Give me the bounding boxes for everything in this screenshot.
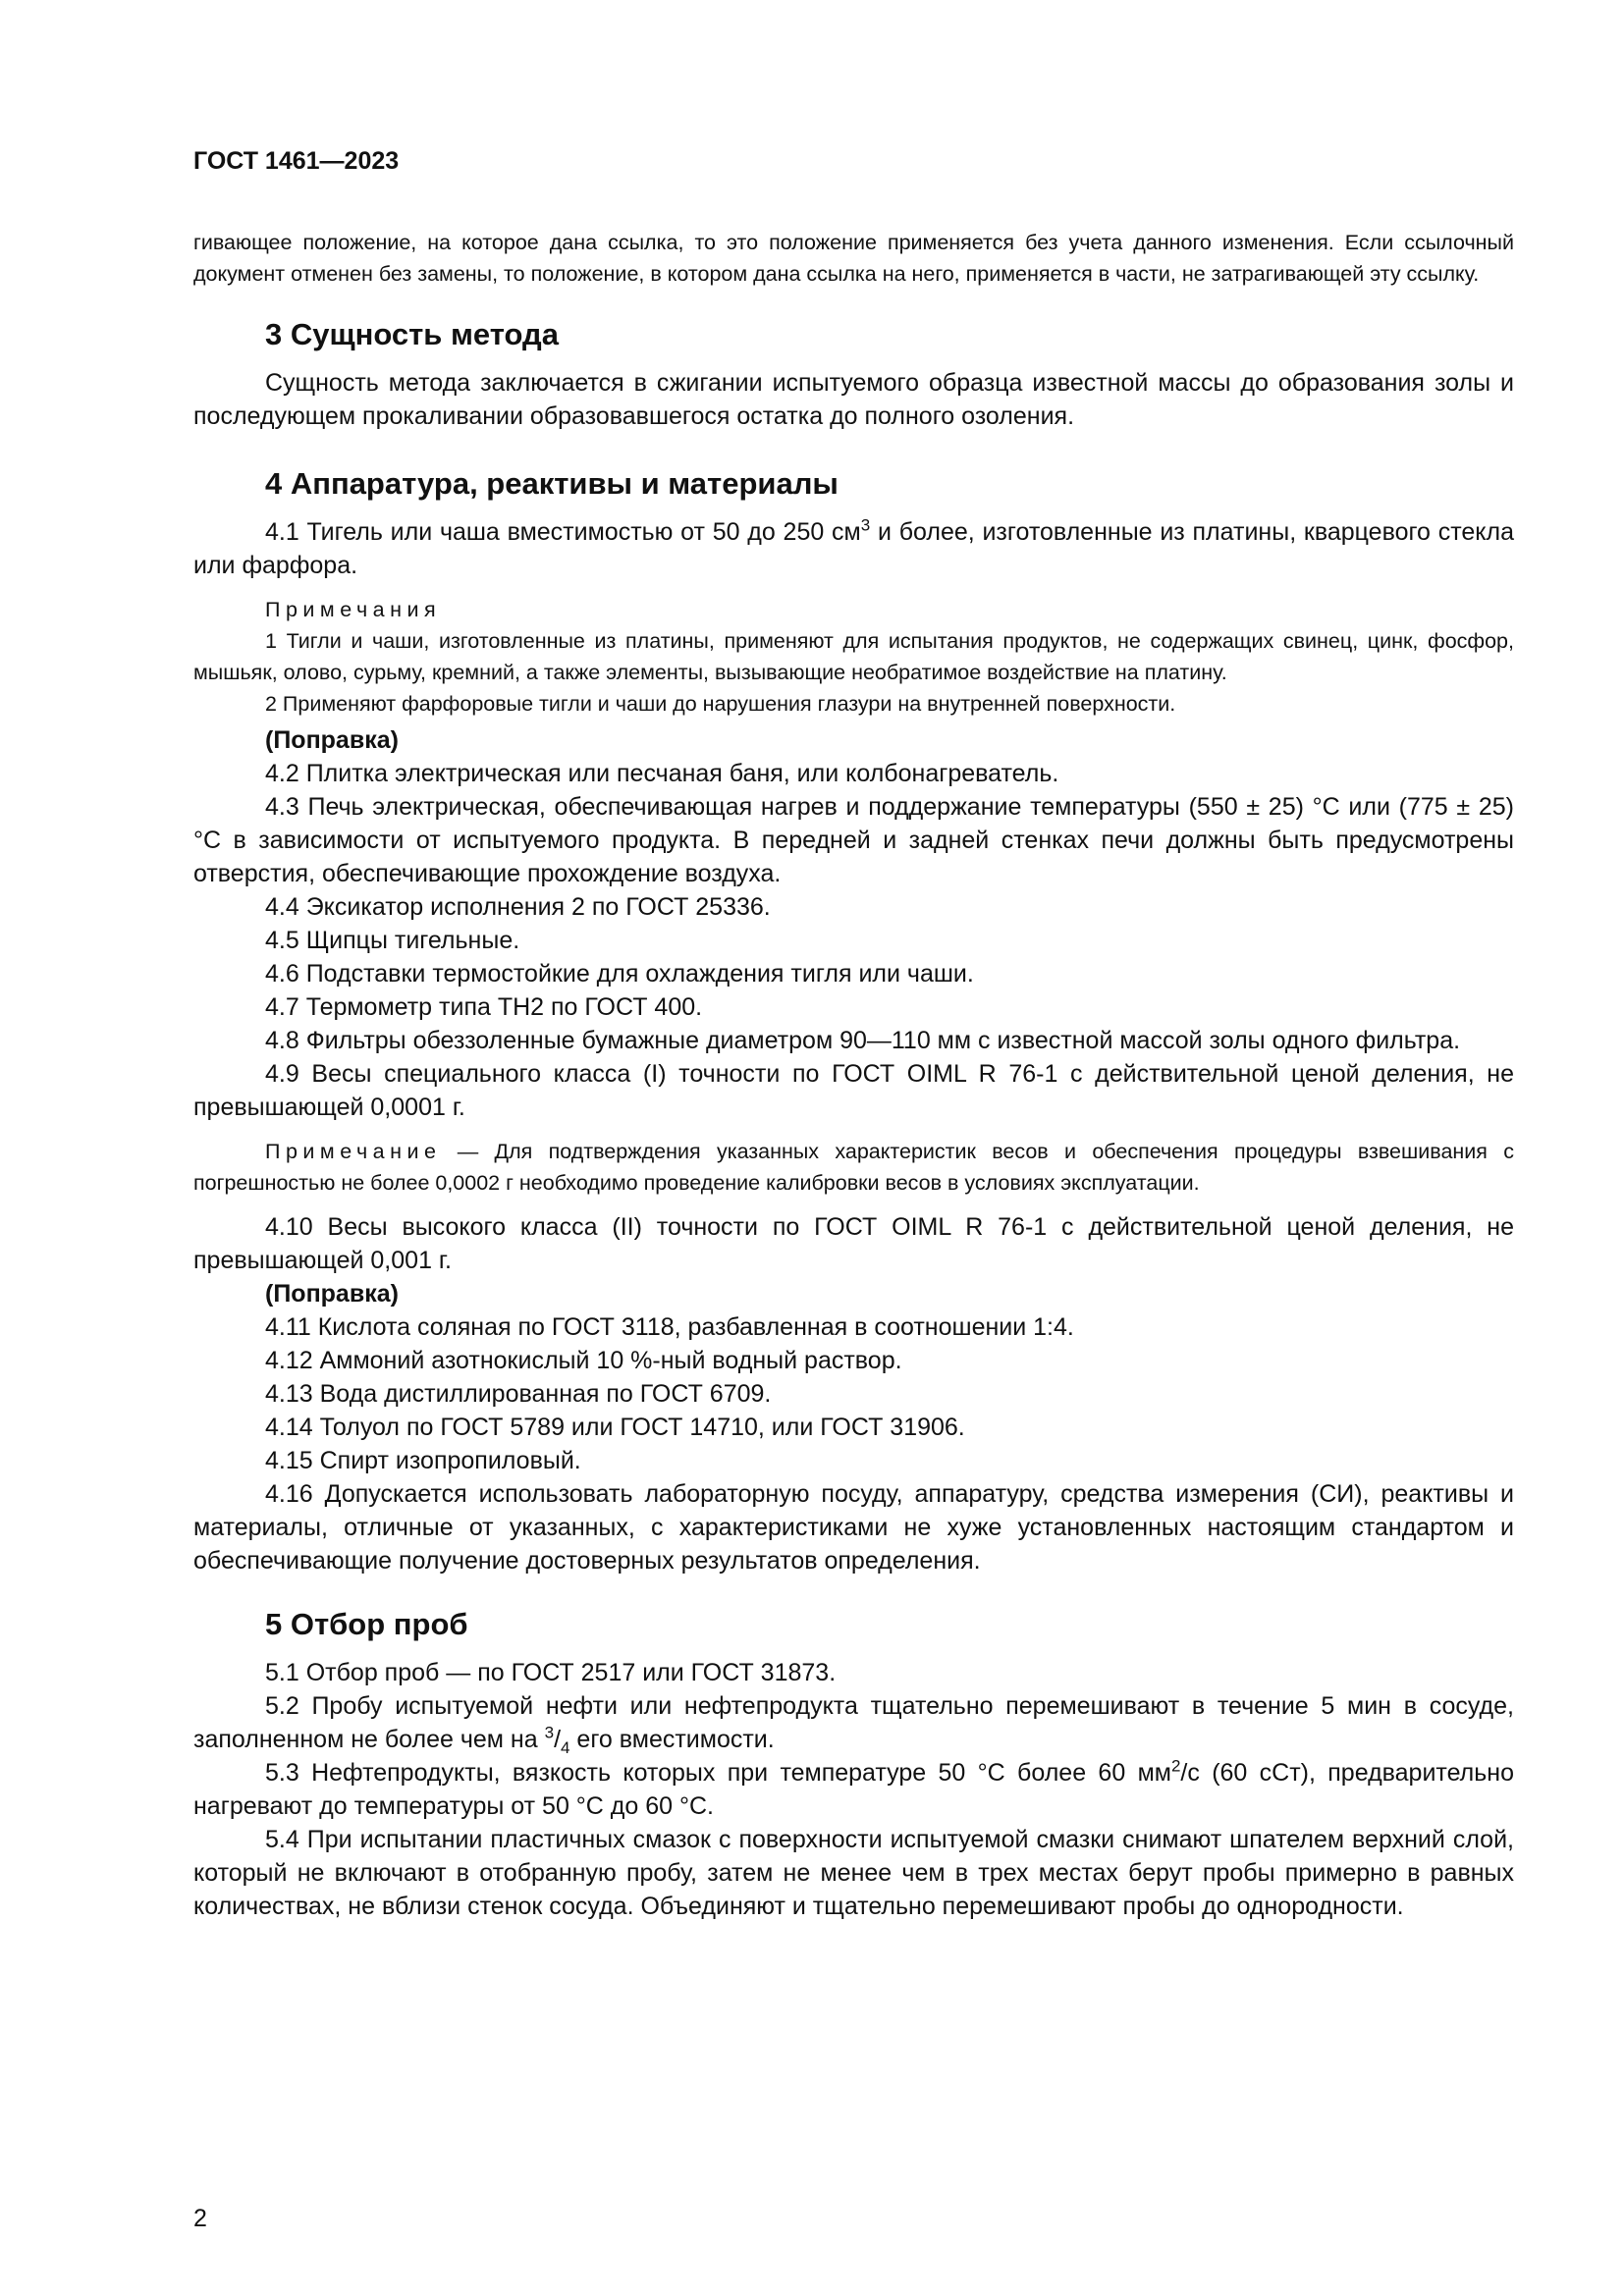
fraction-slash: / <box>554 1726 562 1753</box>
paragraph-4-1 <box>193 515 1514 582</box>
page-number: 2 <box>193 2205 207 2232</box>
paragraph-4-13: 4.13 Вода дистиллированная по ГОСТ 6709. <box>265 1380 772 1408</box>
paragraph-4-14: 4.14 Толуол по ГОСТ 5789 или ГОСТ 14710, или ГОСТ 31906. <box>265 1414 965 1441</box>
paragraph-4-6: 4.6 Подставки термостойкие для охлаждения тигля или чаши. <box>265 960 974 988</box>
note-label: Примечание <box>265 1140 442 1163</box>
paragraph-4-7: 4.7 Термометр типа ТН2 по ГОСТ 400. <box>265 993 703 1021</box>
intro-paragraph: гивающее положение, на которое дана ссылка, то это положение применяется без учета данного изменения. Если ссылочный документ отменен без замены, то положение, в котором дана ссылка на него, применяется в части, не затрагивающей эту ссылку. <box>193 231 1514 286</box>
fraction-numerator: 3 <box>544 1723 555 1742</box>
paragraph-5-3-part-a: 5.3 Нефтепродукты, вязкость которых при температуре 50 °С более 60 мм <box>265 1759 1171 1787</box>
section-3-heading: 3 Сущность метода <box>265 317 559 351</box>
paragraph-4-4: 4.4 Эксикатор исполнения 2 по ГОСТ 25336. <box>265 893 771 921</box>
section-4-heading: 4 Аппаратура, реактивы и материалы <box>265 466 839 501</box>
paragraph-4-2: 4.2 Плитка электрическая или песчаная баня, или колбонагреватель. <box>265 760 1059 787</box>
section-3-text: Сущность метода заключается в сжигании испытуемого образца известной массы до образования золы и последующем прокаливании образовавшегося остатка до полного озоления. <box>193 369 1514 430</box>
note-weighing <box>193 1136 1514 1199</box>
paragraph-4-10: 4.10 Весы высокого класса (II) точности по ГОСТ OIML R 76-1 с действительной ценой деления, не превышающей 0,001 г. <box>193 1213 1514 1274</box>
amendment-label-1: (Поправка) <box>265 726 399 754</box>
paragraph-5-4: 5.4 При испытании пластичных смазок с поверхности испытуемой смазки снимают шпателем верхний слой, который не включают в отобранную пробу, затем не менее чем в трех местах берут пробы примерно в равных количествах, не вблизи стенок сосуда. Объединяют и тщательно перемешивают пробы до однородности. <box>193 1826 1514 1920</box>
fraction-denominator: 4 <box>561 1738 570 1757</box>
paragraph-4-12: 4.12 Аммоний азотнокислый 10 %-ный водный раствор. <box>265 1347 902 1374</box>
superscript-3: 3 <box>860 515 871 535</box>
paragraph-4-1-part-b: и более, изготовленные из платины, кварцевого стекла или фарфора. <box>193 518 1515 579</box>
paragraph-5-2-part-b: его вместимости. <box>569 1726 775 1753</box>
document-code: ГОСТ 1461—2023 <box>193 147 400 175</box>
paragraph-4-1-part-a: 4.1 Тигель или чаша вместимостью от 50 до 250 см <box>265 518 861 546</box>
section-5-heading: 5 Отбор проб <box>265 1607 468 1641</box>
notes-title: Примечания <box>265 598 442 621</box>
paragraph-5-3-part-b: /с (60 сСт), предварительно нагревают до температуры от 50 °С до 60 °С. <box>193 1759 1514 1820</box>
paragraph-4-8: 4.8 Фильтры обеззоленные бумажные диаметром 90—110 мм с известной массой золы одного фильтра. <box>265 1027 1461 1054</box>
paragraph-5-2-part-a: 5.2 Пробу испытуемой нефти или нефтепродукта тщательно перемешивают в течение 5 мин в сосуде, заполненном не более чем на <box>193 1692 1514 1753</box>
paragraph-4-3: 4.3 Печь электрическая, обеспечивающая нагрев и поддержание температуры (550 ± 25) °С или (775 ± 25) °С в зависимости от испытуемого продукта. В передней и задней стенках печи должны быть предусмотрены отверстия, обеспечивающие прохождение воздуха. <box>193 793 1514 887</box>
paragraph-5-3 <box>193 1756 1514 1823</box>
paragraph-5-2 <box>193 1689 1514 1756</box>
paragraph-4-9: 4.9 Весы специального класса (I) точности по ГОСТ OIML R 76-1 с действительной ценой деления, не превышающей 0,0001 г. <box>193 1060 1514 1121</box>
paragraph-5-1: 5.1 Отбор проб — по ГОСТ 2517 или ГОСТ 31873. <box>265 1659 837 1686</box>
superscript-2: 2 <box>1170 1756 1181 1776</box>
amendment-label-2: (Поправка) <box>265 1280 399 1308</box>
note-1: 1 Тигли и чаши, изготовленные из платины, применяют для испытания продуктов, не содержащих свинец, цинк, фосфор, мышьяк, олово, сурьму, кремний, а также элементы, вызывающие необратимое воздействие на платину. <box>193 629 1514 684</box>
note-2: 2 Применяют фарфоровые тигли и чаши до нарушения глазури на внутренней поверхности. <box>265 692 1176 716</box>
note-text: — Для подтверждения указанных характеристик весов и обеспечения процедуры взвешивания с погрешностью не более 0,0002 г необходимо проведение калибровки весов в условиях эксплуатации. <box>193 1140 1514 1195</box>
paragraph-4-16: 4.16 Допускается использовать лабораторную посуду, аппаратуру, средства измерения (СИ), реактивы и материалы, отличные от указанных, с характеристиками не хуже установленных настоящим стандартом и обеспечивающие получение достоверных результатов определения. <box>193 1480 1514 1575</box>
paragraph-4-11: 4.11 Кислота соляная по ГОСТ 3118, разбавленная в соотношении 1:4. <box>265 1313 1074 1341</box>
document-page <box>193 147 1514 1923</box>
paragraph-4-15: 4.15 Спирт изопропиловый. <box>265 1447 581 1474</box>
paragraph-4-5: 4.5 Щипцы тигельные. <box>265 927 520 954</box>
